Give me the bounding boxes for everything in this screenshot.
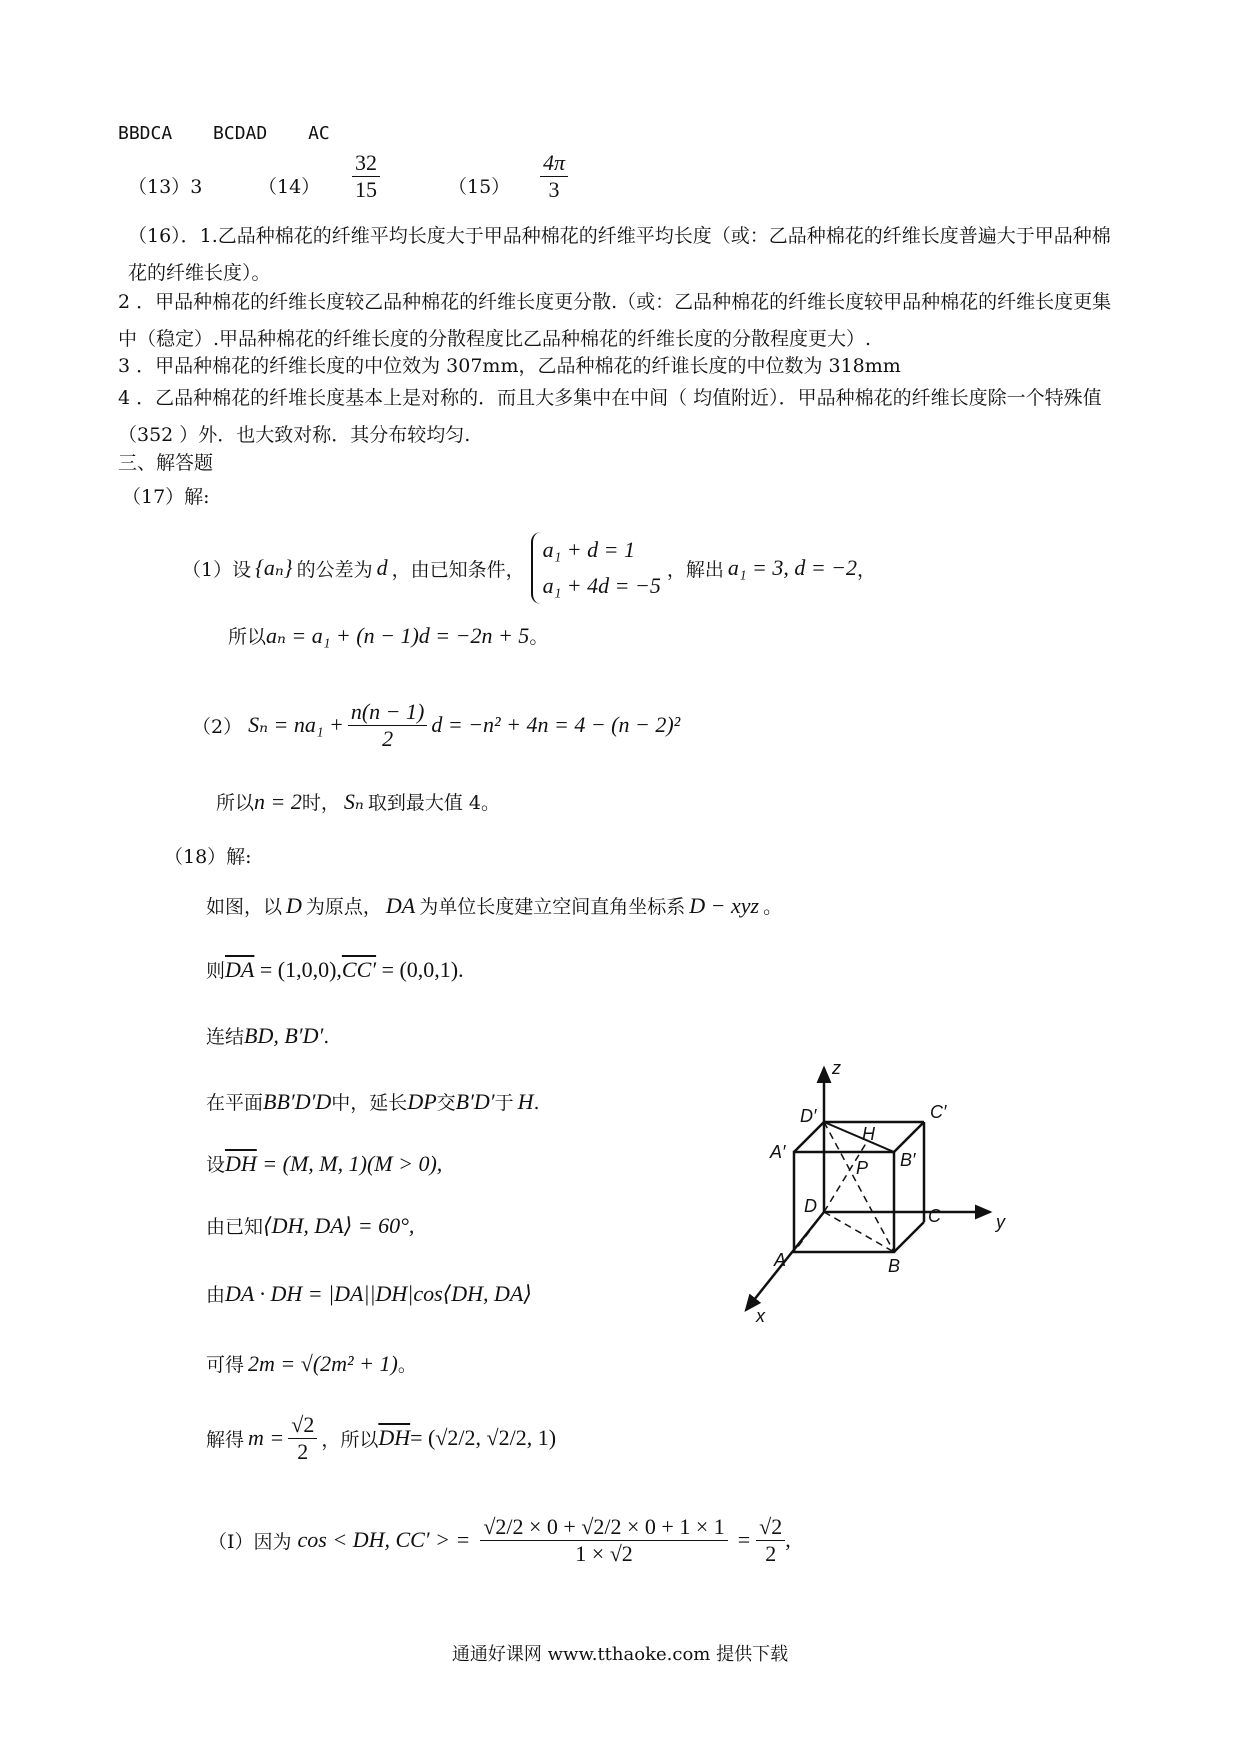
mc-answers bbox=[118, 123, 330, 144]
label-D: D bbox=[804, 1196, 817, 1216]
label-x: x bbox=[756, 1306, 765, 1326]
q15-label: （15） bbox=[448, 176, 511, 198]
label-Ap: A′ bbox=[770, 1142, 786, 1162]
q18-line3: 连结BD, B′D′. bbox=[206, 1023, 330, 1048]
mc-group-3: AC bbox=[308, 123, 330, 144]
q18-line6: 由已知⟨DH, DA⟩ = 60°, bbox=[206, 1213, 415, 1238]
edge-DpAp bbox=[794, 1122, 824, 1152]
label-B: B bbox=[888, 1256, 901, 1276]
q16-point-3: 3 ．甲品种棉花的纤维长度的中位效为 307mm，乙品种棉花的纤谁长度的中位数为 318mm bbox=[118, 355, 901, 377]
section-heading: 三、解答题 bbox=[118, 452, 214, 474]
equation-system: a₁ + d = 1 a₁ + 4d = −5 bbox=[531, 532, 661, 604]
page-footer: 通通好课网 www.tthaoke.com 提供下载 bbox=[451, 1644, 789, 1665]
label-Dp: D′ bbox=[800, 1106, 817, 1126]
label-z: z bbox=[832, 1060, 841, 1078]
q18-line1: 如图，以 D 为原点， DA 为单位长度建立空间直角坐标系 D − xyz 。 bbox=[206, 893, 783, 918]
label-Cp: C′ bbox=[930, 1102, 947, 1122]
q17-line2: 所以aₙ = a₁ + (n − 1)d = −2n + 5。 bbox=[228, 623, 549, 648]
q18-part1: （Ⅰ）因为 cos < DH, CC′ > = $\frac{√2/2 \times 0 + √2/2 \times 0 + 1 \times 1}{1 \times √2}$ = $\frac{√2}{2}$ , bbox=[208, 1513, 791, 1566]
q16-point-4: 4 ．乙品种棉花的纤堆长度基本上是对称的．而且大多集中在中间（ 均值附近）．甲品种棉花的纤维长度除一个特殊值（352 ）外．也大致对称．其分布较均匀. bbox=[118, 387, 1102, 446]
q14-fraction: $\frac{32}{15}$ bbox=[352, 150, 380, 203]
mc-group-1: BBDCA bbox=[118, 123, 173, 144]
diag-DpBp bbox=[824, 1122, 894, 1152]
q15-fraction: $\frac{4\pi}{3}$ bbox=[540, 150, 568, 203]
q16-point-2: 2 ．甲品种棉花的纤维长度较乙品种棉花的纤维长度更分散.（或：乙品种棉花的纤维长度较甲品种棉花的纤维长度更集中（稳定）.甲品种棉花的纤维长度的分散程度比乙品种棉花的纤维长度的分散程度更大）. bbox=[118, 291, 1112, 350]
q18-line9: 解得 m = $\frac{√2}{2}$ ，所以 $\overline{DH}$ = (√2/2, √2/2, 1) bbox=[206, 1411, 557, 1464]
q16-point-1: （16）．1.乙品种棉花的纤维平均长度大于甲品种棉花的纤维平均长度（或：乙品种棉花的纤维长度普遍大于甲品种棉花的纤维长度）。 bbox=[128, 225, 1111, 284]
label-P: P bbox=[856, 1158, 869, 1178]
q18-line2: 则$\overline{DA} = (1,0,0),CC' = (0,0,1)$. bbox=[206, 957, 464, 982]
q13: （13）3 bbox=[128, 176, 203, 198]
label-H: H bbox=[862, 1124, 875, 1144]
label-Bp: B′ bbox=[900, 1150, 916, 1170]
cube-figure bbox=[720, 1060, 1020, 1330]
q14-label: （14） bbox=[258, 176, 321, 198]
edge-CB bbox=[894, 1222, 924, 1252]
label-y: y bbox=[996, 1212, 1005, 1232]
label-A: A bbox=[774, 1250, 787, 1270]
q17-part1: （1）设 {aₙ} 的公差为 d ，由已知条件， a₁ + d = 1 a₁ + 4d = −5 ，解出 a₁ = 3, d = −2 ， bbox=[182, 528, 876, 608]
q18-heading: （18）解: bbox=[164, 846, 252, 868]
q18-line4: 在平面BB′D′D中，延长DP交B′D′于 H. bbox=[206, 1089, 540, 1114]
label-C: C bbox=[928, 1206, 941, 1226]
q18-line5: 设$\overline{DH} = (M$, M, 1)(M > 0), bbox=[206, 1151, 443, 1176]
q18-line8: 可得 2m = √(2m² + 1)。 bbox=[206, 1351, 417, 1376]
q18-line7: 由DA · DH = |DA||DH|cos⟨DH, DA⟩ bbox=[206, 1281, 532, 1306]
q17-part2: （2） Sₙ = na₁ + $\frac{n(n - 1)}{2}$ d = −n² + 4n = 4 − (n − 2)² bbox=[192, 698, 681, 751]
mc-group-2: BCDAD bbox=[213, 123, 268, 144]
edge-CpBp bbox=[894, 1122, 924, 1152]
q17-heading: （17）解: bbox=[122, 486, 210, 508]
q17-line4: 所以n = 2时， Sₙ 取到最大值 4。 bbox=[216, 789, 500, 814]
